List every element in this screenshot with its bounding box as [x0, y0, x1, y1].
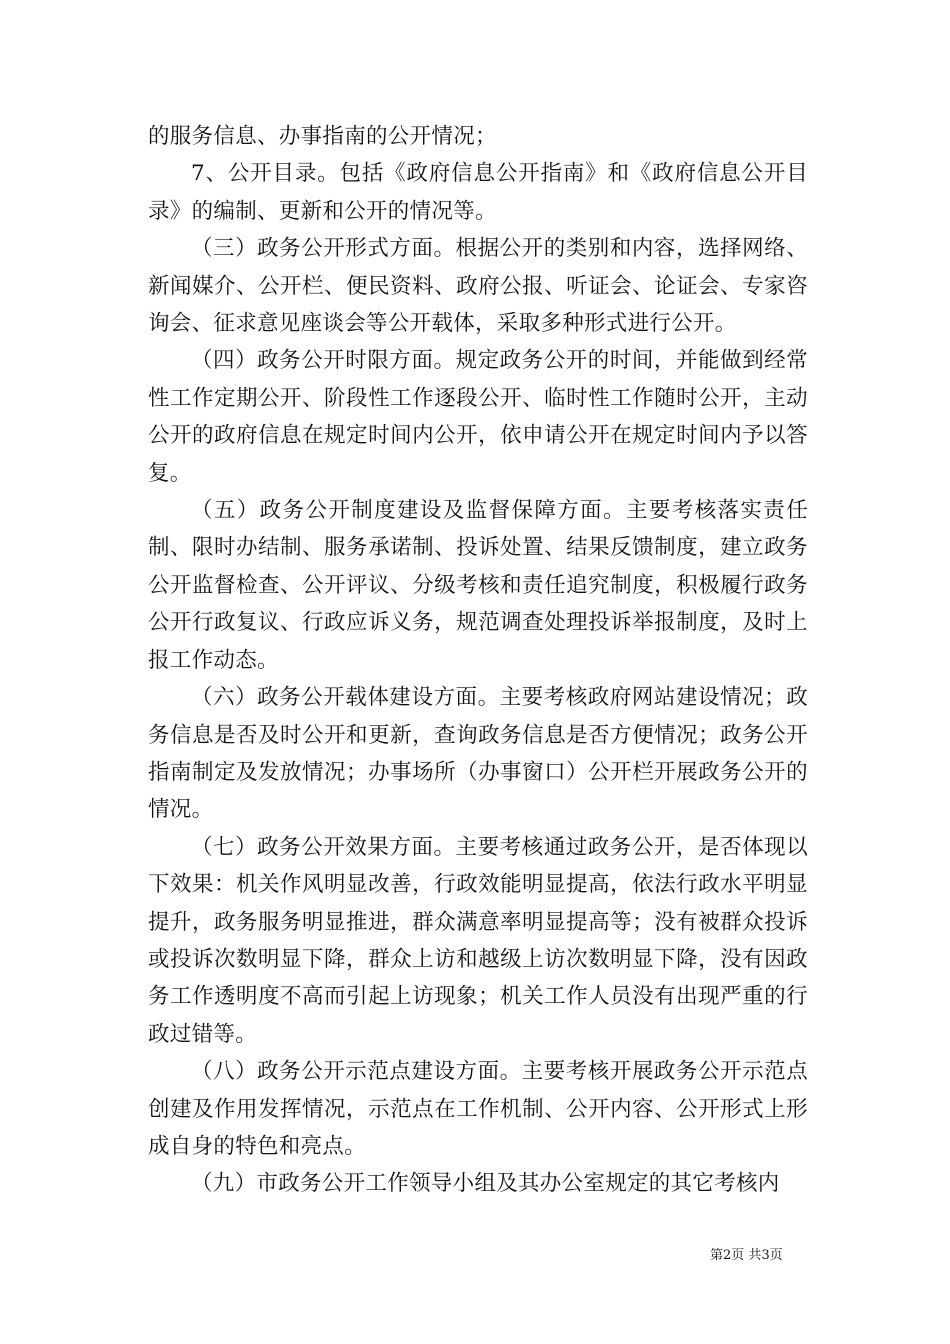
current-page-number: 2	[723, 1248, 732, 1263]
total-pages-number: 3	[761, 1248, 770, 1263]
footer-suffix: 页	[769, 1248, 783, 1263]
paragraph-item-7: 7、公开目录。包括《政府信息公开指南》和《政府信息公开目录》的编制、更新和公开的情况等。	[148, 161, 808, 224]
paragraph-section-6: （六）政务公开载体建设方面。主要考核政府网站建设情况；政务信息是否及时公开和更新，查询政务信息是否方便情况；政务公开指南制定及发放情况；办事场所（办事窗口）公开栏开展政务公开的情况。	[148, 685, 808, 823]
paragraph-section-7: （七）政务公开效果方面。主要考核通过政务公开，是否体现以下效果：机关作风明显改善，行政效能明显提高，依法行政水平明显提升，政务服务明显推进，群众满意率明显提高等；没有被群众投诉或投诉次数明显下降，群众上访和越级上访次数明显下降，没有因政务工作透明度不高而引起上访现象；机关工作人员没有出现严重的行政过错等。	[148, 834, 808, 1047]
paragraph-section-5: （五）政务公开制度建设及监督保障方面。主要考核落实责任制、限时办结制、服务承诺制、投诉处置、结果反馈制度，建立政务公开监督检查、公开评议、分级考核和责任追究制度，积极履行政务公开行政复议、行政应诉义务，规范调查处理投诉举报制度，及时上报工作动态。	[148, 498, 808, 673]
footer-middle: 页 共	[731, 1248, 762, 1263]
footer-prefix: 第	[710, 1248, 724, 1263]
paragraph-section-9: （九）市政务公开工作领导小组及其办公室规定的其它考核内	[191, 1171, 780, 1197]
paragraph-continuation: 的服务信息、办事指南的公开情况；	[148, 124, 497, 149]
paragraph-section-3: （三）政务公开形式方面。根据公开的类别和内容，选择网络、新闻媒介、公开栏、便民资料、政府公报、听证会、论证会、专家咨询会、征求意见座谈会等公开载体，采取多种形式进行公开。	[148, 236, 808, 337]
document-body	[148, 118, 808, 1203]
page-number-footer	[710, 1248, 820, 1264]
paragraph-section-8: （八）政务公开示范点建设方面。主要考核开展政务公开示范点创建及作用发挥情况，示范点在工作机制、公开内容、公开形式上形成自身的特色和亮点。	[148, 1059, 808, 1159]
paragraph-section-4: （四）政务公开时限方面。规定政务公开的时间，并能做到经常性工作定期公开、阶段性工作逐段公开、临时性工作随时公开，主动公开的政府信息在规定时间内公开，依申请公开在规定时间内予以答复。	[148, 348, 808, 486]
